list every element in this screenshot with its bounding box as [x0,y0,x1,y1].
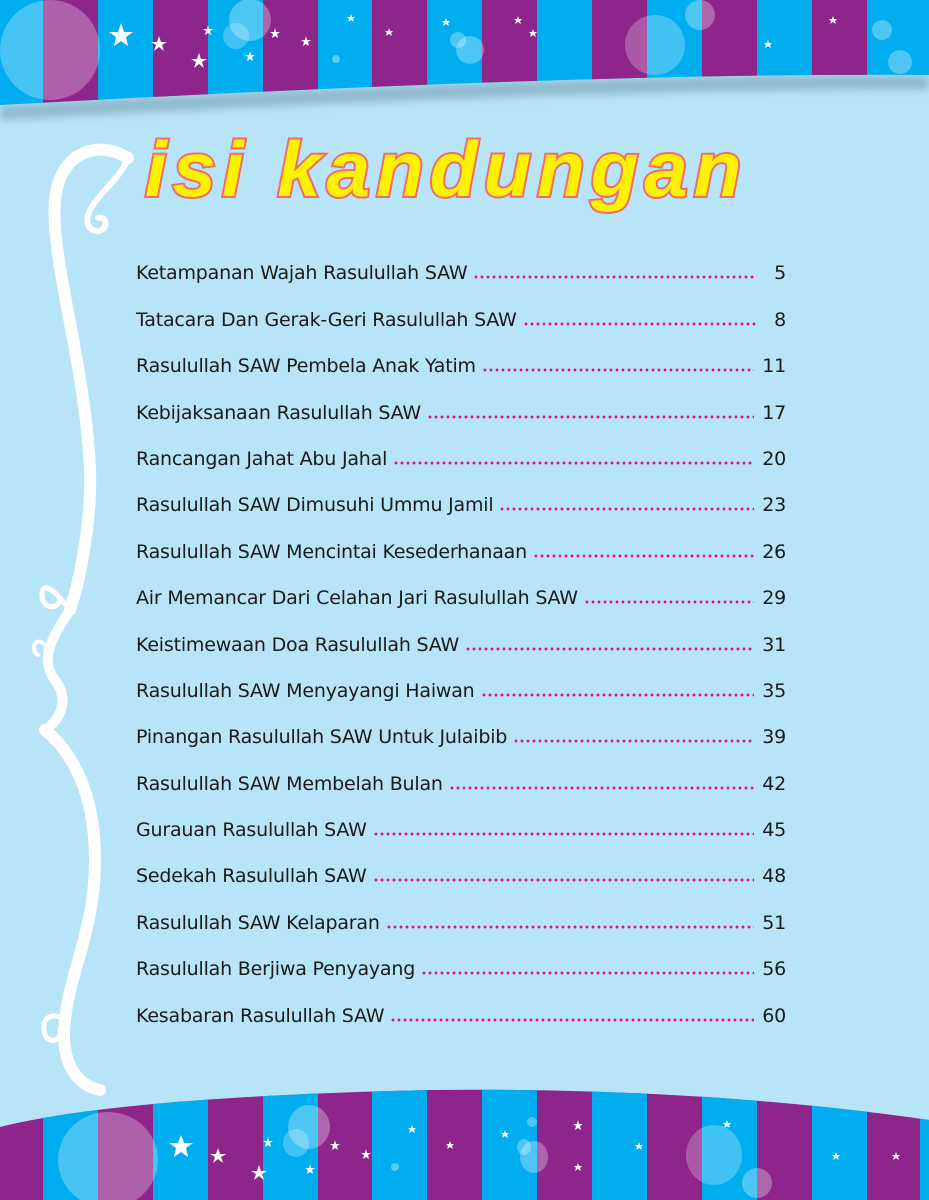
toc-entry[interactable] [136,238,786,284]
toc-entry-title: Rancangan Jahat Abu Jahal [136,447,388,470]
toc-entry[interactable] [136,284,786,330]
toc-entry-page: 8 [774,308,786,331]
page-title [135,128,795,223]
leader-dots [465,641,754,651]
toc-entry-page: 51 [762,911,786,934]
toc-entry[interactable] [136,980,786,1026]
toc-entry[interactable] [136,934,786,980]
page-title-container [135,128,795,223]
leader-dots [386,919,755,929]
toc-entry-page: 60 [762,1004,786,1027]
toc-entry-page: 42 [762,772,786,795]
leader-dots [390,1012,754,1022]
toc-entry[interactable] [136,331,786,377]
toc-entry-title: Kebijaksanaan Rasulullah SAW [136,401,421,424]
toc-entry[interactable] [136,656,786,702]
toc-entry-title: Rasulullah SAW Mencintai Kesederhanaan [136,540,527,563]
leader-dots [584,594,754,604]
leader-dots [421,965,754,975]
toc-entry-page: 45 [762,819,786,842]
leader-dots [533,548,754,558]
toc-entry-page: 23 [762,494,786,517]
leader-dots [482,362,754,372]
toc-entry-title: Gurauan Rasulullah SAW [136,819,367,842]
leader-dots [473,269,756,279]
table-of-contents [136,238,786,1027]
toc-entry-title: Pinangan Rasulullah SAW Untuk Julaibib [136,726,508,749]
toc-entry-page: 11 [762,355,786,378]
toc-entry[interactable] [136,377,786,423]
toc-entry[interactable] [136,748,786,794]
toc-entry-page: 26 [762,540,786,563]
toc-entry[interactable] [136,841,786,887]
leader-dots [499,501,754,511]
bottom-decorative-band [0,1085,929,1200]
swirl-ornament [0,140,140,1100]
toc-entry-page: 20 [762,447,786,470]
toc-entry-title: Rasulullah Berjiwa Penyayang [136,958,416,981]
toc-entry[interactable] [136,470,786,516]
leader-dots [373,872,755,882]
leader-dots [393,455,754,465]
toc-entry-page: 39 [762,726,786,749]
toc-entry-title: Keistimewaan Doa Rasulullah SAW [136,633,460,656]
toc-entry-page: 48 [762,865,786,888]
toc-entry-title: Ketampanan Wajah Rasulullah SAW [136,262,468,285]
striped-banner-bottom [0,1085,929,1200]
striped-banner-top [0,0,929,125]
toc-entry-page: 31 [762,633,786,656]
toc-entry-title: Tatacara Dan Gerak-Geri Rasulullah SAW [136,308,517,331]
leader-dots [427,409,754,419]
top-decorative-band [0,0,929,125]
toc-entry-page: 17 [762,401,786,424]
toc-entry[interactable] [136,887,786,933]
toc-entry-page: 5 [774,262,786,285]
leader-dots [373,826,755,836]
toc-entry[interactable] [136,424,786,470]
toc-entry-title: Rasulullah SAW Pembela Anak Yatim [136,355,476,378]
toc-entry[interactable] [136,702,786,748]
toc-entry[interactable] [136,516,786,562]
toc-entry-title: Rasulullah SAW Kelaparan [136,911,380,934]
toc-entry-page: 56 [762,958,786,981]
toc-entry-title: Rasulullah SAW Menyayangi Haiwan [136,679,475,702]
leader-dots [523,316,756,326]
toc-entry[interactable] [136,609,786,655]
toc-entry-title: Rasulullah SAW Dimusuhi Ummu Jamil [136,494,494,517]
toc-entry-title: Sedekah Rasulullah SAW [136,865,367,888]
leader-dots [449,780,754,790]
toc-entry-page: 29 [762,587,786,610]
leader-dots [513,733,754,743]
toc-entry-title: Kesabaran Rasulullah SAW [136,1004,385,1027]
toc-entry[interactable] [136,563,786,609]
toc-entry-title: Rasulullah SAW Membelah Bulan [136,772,443,795]
leader-dots [481,687,755,697]
toc-entry-page: 35 [762,679,786,702]
toc-entry[interactable] [136,795,786,841]
toc-entry-title: Air Memancar Dari Celahan Jari Rasulullah SAW [136,587,578,610]
page-title-text: isi kandungan [145,128,748,213]
